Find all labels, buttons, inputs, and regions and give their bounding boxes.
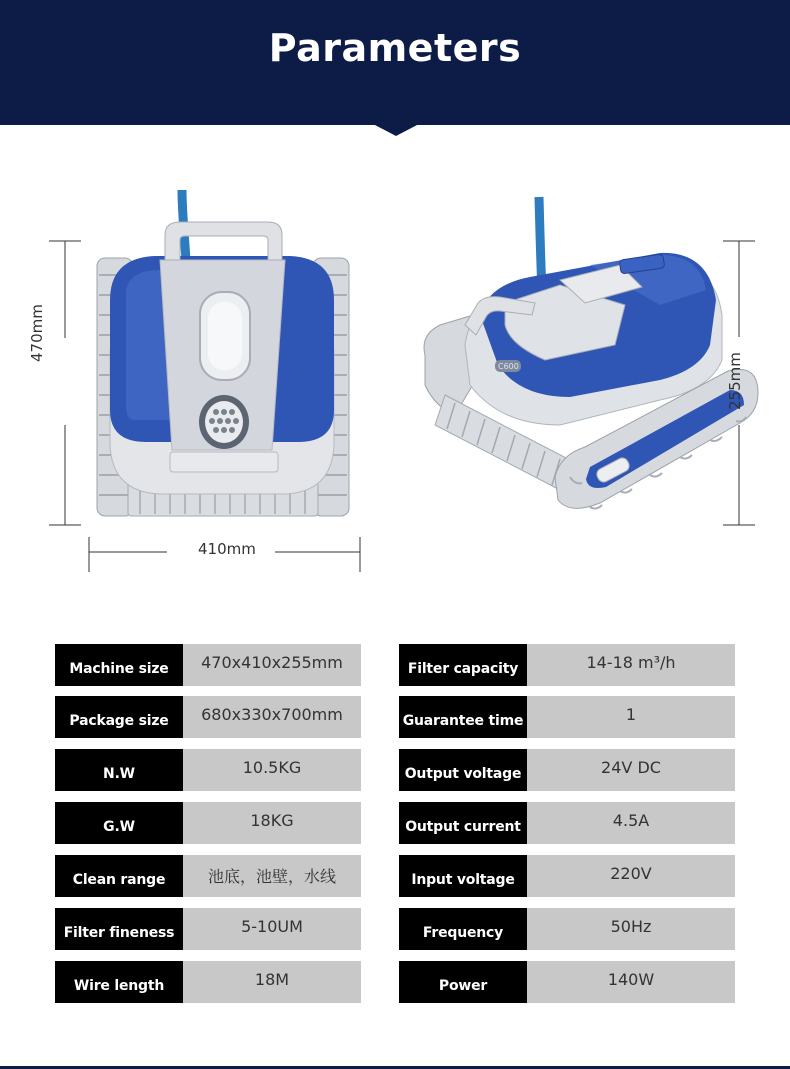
height-label: 470mm <box>28 304 46 362</box>
spec-key: N.W <box>55 749 183 791</box>
spec-key: Wire length <box>55 961 183 1003</box>
spec-key: Filter fineness <box>55 908 183 950</box>
model-badge-text: C600 <box>498 362 519 371</box>
spec-row <box>55 696 361 738</box>
header-banner <box>0 0 790 125</box>
spec-row <box>399 696 735 738</box>
spec-value: 10.5KG <box>183 749 361 791</box>
spec-key: Input voltage <box>399 855 527 897</box>
page-title: Parameters <box>268 26 522 70</box>
spec-key: G.W <box>55 802 183 844</box>
spec-value: 50Hz <box>527 908 735 950</box>
spec-row <box>55 855 361 897</box>
spec-row <box>399 644 735 686</box>
spec-key: Clean range <box>55 855 183 897</box>
spec-value: 680x330x700mm <box>183 696 361 738</box>
spec-value: 14-18 m³/h <box>527 644 735 686</box>
spec-key: Guarantee time <box>399 696 527 738</box>
spec-value: 18KG <box>183 802 361 844</box>
spec-value: 220V <box>527 855 735 897</box>
spec-row <box>399 961 735 1003</box>
spec-row <box>55 802 361 844</box>
spec-value: 24V DC <box>527 749 735 791</box>
width-label: 410mm <box>198 540 256 558</box>
spec-row <box>399 802 735 844</box>
spec-row <box>399 855 735 897</box>
spec-value: 1 <box>527 696 735 738</box>
spec-key: Frequency <box>399 908 527 950</box>
spec-key: Machine size <box>55 644 183 686</box>
spec-key: Power <box>399 961 527 1003</box>
robot-side-view <box>410 185 770 545</box>
spec-row <box>55 749 361 791</box>
spec-value: 470x410x255mm <box>183 644 361 686</box>
spec-row <box>55 644 361 686</box>
robot-front-view <box>40 180 380 580</box>
header-notch <box>373 124 419 136</box>
spec-key: Package size <box>55 696 183 738</box>
front-bumper <box>170 452 278 472</box>
spec-key: Filter capacity <box>399 644 527 686</box>
spec-value: 池底，池壁，水线 <box>183 855 361 897</box>
spec-value: 4.5A <box>527 802 735 844</box>
spec-row <box>399 749 735 791</box>
spec-value: 140W <box>527 961 735 1003</box>
depth-label: 255mm <box>726 352 744 410</box>
spec-row <box>399 908 735 950</box>
spec-value: 5-10UM <box>183 908 361 950</box>
spec-row <box>55 908 361 950</box>
spec-value: 18M <box>183 961 361 1003</box>
spec-row <box>55 961 361 1003</box>
height-dimension-line <box>49 241 81 525</box>
spec-key: Output current <box>399 802 527 844</box>
spec-key: Output voltage <box>399 749 527 791</box>
